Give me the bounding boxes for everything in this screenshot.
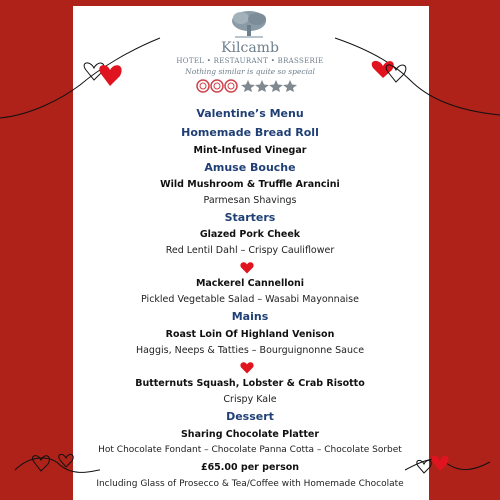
- rating-row: [196, 79, 306, 93]
- starter2-sub: Pickled Vegetable Salad – Wasabi Mayonnaise: [141, 294, 359, 305]
- star-icon: [241, 80, 255, 92]
- main2-item: Butternuts Squash, Lobster & Crab Risotto: [135, 378, 365, 389]
- bread-item: Mint-Infused Vinegar: [193, 145, 307, 156]
- starter1-item: Glazed Pork Cheek: [199, 229, 301, 240]
- menu-title: Valentine’s Menu: [196, 107, 304, 120]
- heart-icon: [240, 262, 254, 274]
- main2-sub: Crispy Kale: [223, 394, 277, 405]
- rosette-icon: [211, 80, 223, 92]
- tree-logo-icon: [229, 9, 269, 39]
- amuse-sub: Parmesan Shavings: [203, 195, 297, 206]
- dessert-item: Sharing Chocolate Platter: [180, 429, 320, 440]
- heart-icon: [240, 362, 254, 374]
- amuse-item: Wild Mushroom & Truffle Arancini: [160, 179, 340, 190]
- rosette-icon: [225, 80, 237, 92]
- star-icon: [269, 80, 283, 92]
- star-icon: [255, 80, 269, 92]
- dessert-sub: Hot Chocolate Fondant – Chocolate Panna Cotta – Chocolate Sorbet: [98, 445, 402, 455]
- starter2-item: Mackerel Cannelloni: [195, 278, 305, 289]
- amuse-heading: Amuse Bouche: [204, 161, 296, 174]
- price: £65.00 per person: [200, 462, 300, 473]
- rosette-icon: [197, 80, 209, 92]
- hotel-name: Kilcamb: [221, 40, 279, 56]
- star-icon: [283, 80, 297, 92]
- starters-heading: Starters: [224, 211, 276, 224]
- bread-heading: Homemade Bread Roll: [181, 126, 319, 139]
- mains-heading: Mains: [231, 310, 269, 323]
- main1-item: Roast Loin Of Highland Venison: [165, 329, 335, 340]
- starter1-sub: Red Lentil Dahl – Crispy Cauliflower: [165, 245, 335, 256]
- dessert-heading: Dessert: [226, 410, 274, 423]
- includes-note: Including Glass of Prosecco & Tea/Coffee with Homemade Chocolate: [96, 479, 404, 489]
- hotel-tagline: Nothing similar is quite so special: [185, 67, 315, 76]
- main1-sub: Haggis, Neeps & Tatties – Bourguignonne Sauce: [135, 345, 365, 356]
- hotel-subtitle: HOTEL • RESTAURANT • BRASSERIE: [176, 57, 324, 65]
